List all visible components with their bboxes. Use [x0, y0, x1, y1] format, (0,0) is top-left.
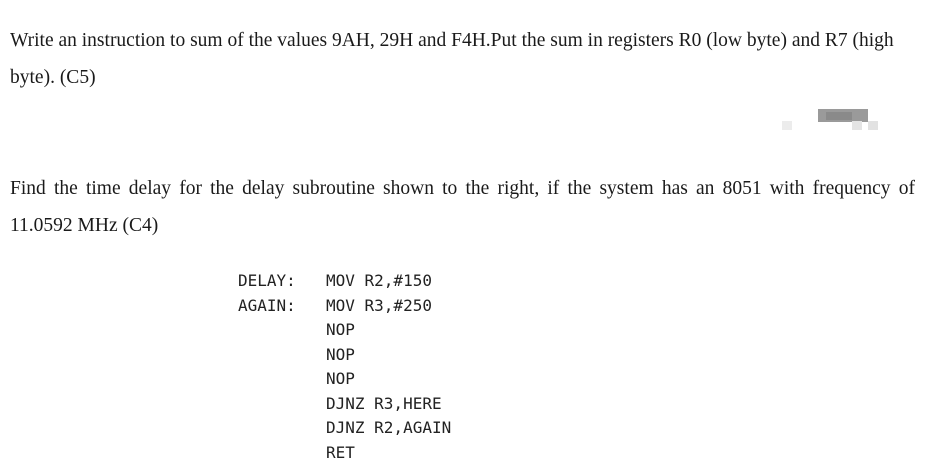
- code-line: [238, 367, 451, 392]
- code-instruction: NOP: [326, 344, 355, 364]
- code-line: [238, 441, 451, 466]
- code-label: [238, 318, 326, 343]
- question-2-text: Find the time delay for the delay subroutine shown to the right, if the system has an 8051 with frequency of 11.0592 MHz (C4): [10, 178, 915, 236]
- code-instruction: MOV R3,#250: [326, 295, 432, 315]
- code-label: [238, 416, 326, 441]
- code-label: [238, 392, 326, 417]
- code-line: [238, 318, 451, 343]
- code-instruction: DJNZ R2,AGAIN: [326, 418, 452, 437]
- code-instruction: NOP: [326, 369, 355, 388]
- code-line: [238, 343, 451, 368]
- code-label: [238, 343, 326, 368]
- blurred-artifact: [782, 109, 878, 131]
- code-label: DELAY:: [238, 271, 296, 290]
- assembly-code-block: [238, 269, 451, 465]
- code-instruction: RET: [326, 442, 355, 462]
- code-instruction: NOP: [326, 320, 355, 339]
- code-label: [238, 441, 326, 466]
- code-line: [238, 392, 451, 417]
- code-label: [238, 367, 326, 392]
- code-line: [238, 269, 451, 294]
- code-line: [238, 416, 451, 441]
- question-1-text: Write an instruction to sum of the values 9AH, 29H and F4H.Put the sum in registers R0 (low byte) and R7 (high byte). (C5): [10, 30, 894, 88]
- code-line: [238, 294, 451, 319]
- code-instruction: DJNZ R3,HERE: [326, 393, 442, 413]
- code-instruction: MOV R2,#150: [326, 271, 432, 290]
- code-label: AGAIN:: [238, 295, 296, 315]
